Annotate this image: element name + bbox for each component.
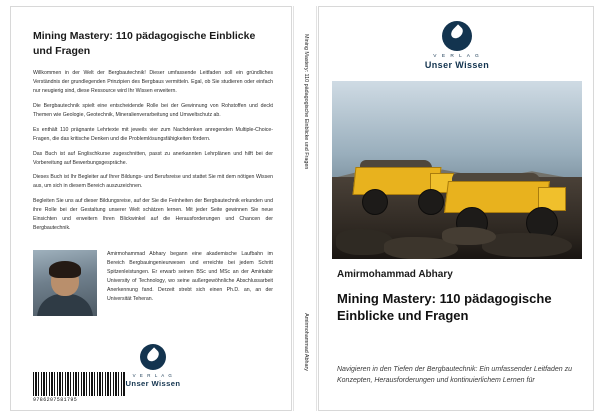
back-paragraph-1: Willkommen in der Welt der Bergbautechnik! Dieser umfassende Leitfaden soll ein gründliches Verständnis der grundlegenden Prinzipien des Bergbaus vermitteln. Egal, ob Sie studieren oder einfach nur neugierig sind, diese Ressource wird Ihr Wissen erweitern. (33, 70, 273, 94)
author-biography: Amirmohammad Abhary begann eine akademische Laufbahn im Bereich Bergbauingenieurwesen und erreichte bei jedem Schritt Spitzenleistungen. Er erwarb seinen BSc und MSc an der Amirkabir University of Technology, wo seine außergewöhnliche Abschlussarbeit Anerkennung fand. Derzeit strebt sich einen Ph.D. an, an der Universität Teheran. (107, 251, 273, 302)
cover-photo-mining-trucks (332, 81, 582, 259)
photo-rock (442, 227, 496, 245)
water-drop-shape (145, 347, 161, 363)
book-spine (293, 6, 317, 411)
back-publisher-verlag-label: V E R L A G (132, 373, 174, 378)
front-cover-panel (318, 6, 594, 411)
back-paragraph-5: Dieses Buch ist Ihr Begleiter auf Ihrer Bildungs- und Berufsreise und stattet Sie mit dem nötigen Wissen aus, um sich in diesem Bereich auszuzeichnen. (33, 174, 273, 190)
truck-wheel (362, 189, 388, 215)
back-paragraph-6: Begleiten Sie uns auf dieser Bildungsreise, auf der Sie die Feinheiten der Bergbautechnik erkunden und ihre Rolle bei der Gestaltung unserer Welt schätzen lernen. Mit jeder Seite gewinnen Sie neue Einsichten und erweitern Ihren Blickwinkel auf die Herausforderungen und Chancen der Bergbautechnik. (33, 198, 273, 232)
barcode-bars (33, 372, 125, 396)
author-photo-body (37, 294, 93, 316)
water-drop-icon (442, 21, 472, 51)
spine-title: Mining Mastery: 110 pädagogische Einblicke und Fragen (303, 34, 309, 170)
back-paragraph-3: Es enthält 110 prägnante Lehrtexte mit jeweils vier zum Nachdenken anregenden Multiple-Choice-Fragen, die das kritische Denken und die Problemlösungsfähigkeiten fördern. (33, 126, 273, 142)
back-publisher-name: Unser Wissen (125, 379, 181, 388)
isbn-number: 9786207581795 (33, 397, 78, 403)
front-cover-author: Amirmohammad Abhary (337, 269, 453, 280)
author-photo (33, 250, 97, 316)
isbn-barcode (33, 372, 125, 404)
front-publisher-verlag-label: V E R L A G (433, 54, 481, 59)
water-drop-icon (140, 344, 166, 370)
spine-text-row (294, 6, 318, 411)
spine-author: Amirmohammad Abhary (303, 313, 309, 371)
back-cover-description (33, 69, 273, 239)
front-publisher-logo (319, 21, 595, 70)
back-paragraph-4: Das Buch ist auf Englischkurse zugeschnitten, passt zu anerkannten Lehrplänen und hilft bei der Vorbereitung auf Bewerbungsgespräche. (33, 150, 273, 166)
front-cover-title: Mining Mastery: 110 pädagogische Einblicke und Fragen (337, 291, 552, 324)
back-paragraph-2: Die Bergbautechnik spielt eine entscheidende Rolle bei der Gewinnung von Rohstoffen und deckt Themen wie Geologie, Geotechnik, Mineralienverarbeitung und Umweltschutz ab. (33, 102, 273, 118)
water-drop-shape (449, 24, 465, 40)
back-publisher-logo (115, 344, 191, 388)
front-publisher-name: Unser Wissen (424, 60, 490, 70)
author-photo-hair (49, 261, 81, 278)
back-cover-panel (10, 6, 292, 411)
author-block (33, 250, 273, 316)
back-cover-title: Mining Mastery: 110 pädagogische Einblicke und Fragen (33, 30, 256, 58)
front-cover-subtitle: Navigieren in den Tiefen der Bergbautechnik: Ein umfassender Leitfaden zu Konzepten, Herausforderungen und kontinuierlichem Lernen für (337, 366, 572, 384)
